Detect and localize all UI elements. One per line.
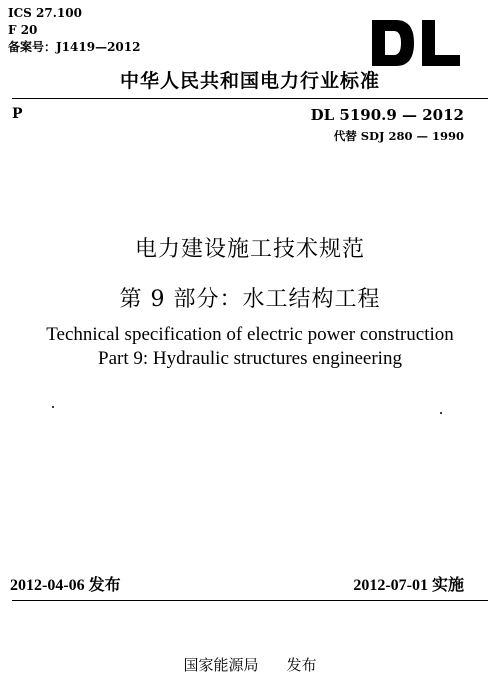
- classification-code: F 20: [8, 23, 38, 37]
- scan-speck: [52, 406, 54, 408]
- dl-logo: [370, 6, 462, 68]
- title-en-main: Technical specification of electric power construction: [46, 324, 454, 345]
- issuer-line: [0, 654, 500, 675]
- ics-code: ICS 27.100: [8, 6, 82, 20]
- publish-date: 2012-04-06 发布: [10, 577, 121, 594]
- filing-number: 备案号：J1419—2012: [8, 40, 141, 54]
- title-cn-main: 电力建设施工技术规范: [134, 237, 365, 262]
- standard-number: DL 5190.9 — 2012: [310, 106, 464, 124]
- industry-standard-heading: 中华人民共和国电力行业标准: [119, 70, 380, 92]
- footer-divider: [12, 600, 488, 601]
- issuer-name: 国家能源局: [183, 656, 259, 674]
- category-letter: P: [12, 106, 23, 122]
- header-divider: [12, 98, 488, 99]
- replaces-note: 代替 SDJ 280 — 1990: [333, 129, 464, 143]
- dl-logo-icon: [370, 18, 462, 68]
- effective-date: 2012-07-01 实施: [353, 577, 464, 594]
- scan-speck: [440, 412, 442, 414]
- issuer-action: 发布: [286, 656, 317, 674]
- title-en-part: Part 9: Hydraulic structures engineering: [98, 348, 402, 369]
- title-cn-part: 第 9 部分：水工结构工程: [119, 287, 381, 312]
